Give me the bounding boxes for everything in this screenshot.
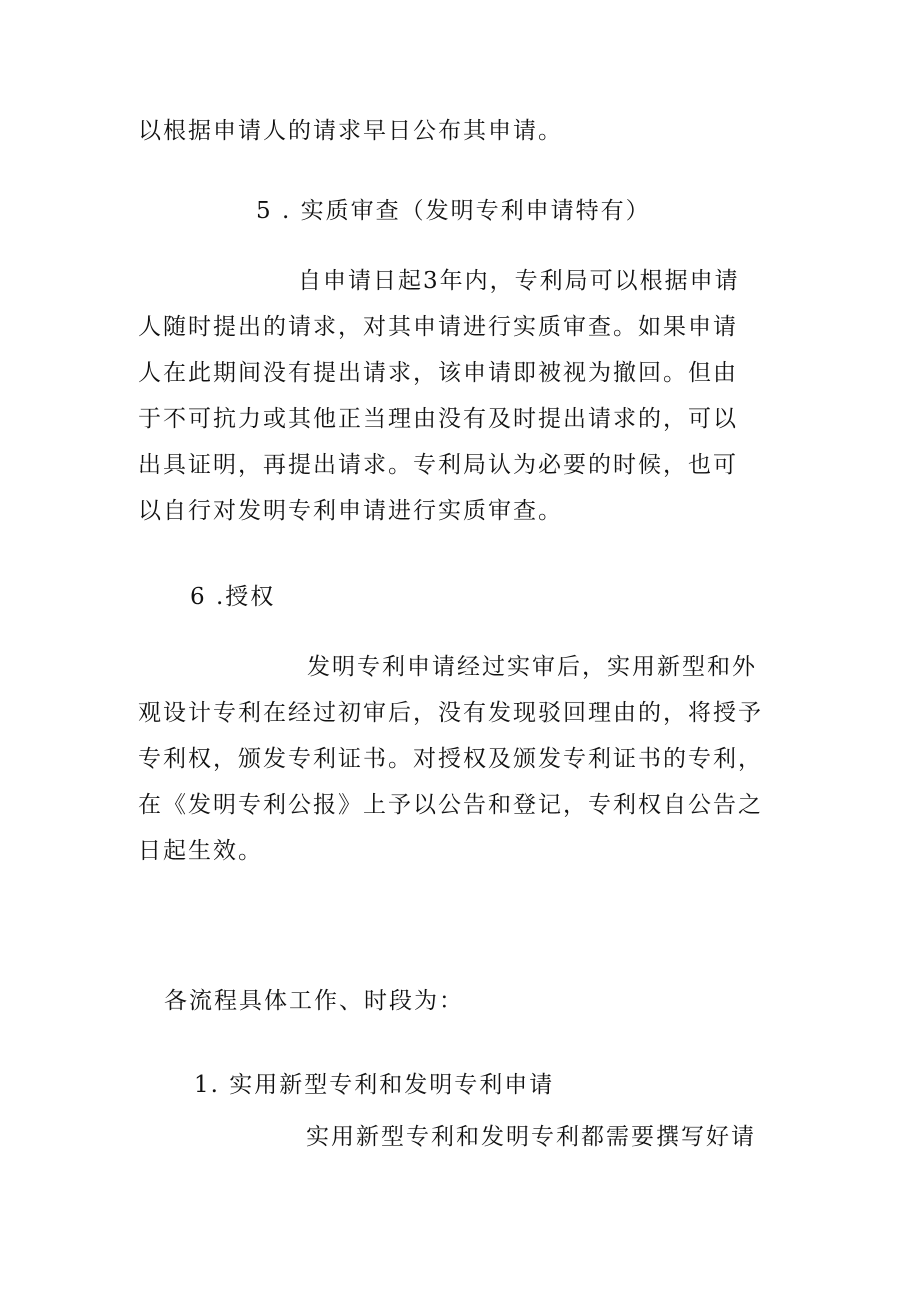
section-6-line-5: 日起生效。 <box>138 838 263 864</box>
item-1-line-1: 实用新型专利和发明专利都需要撰写好请 <box>306 1124 756 1150</box>
section-5-line-3: 人在此期间没有提出请求，该申请即被视为撤回。但由 <box>138 360 738 386</box>
section-5-line-2: 人随时提出的请求，对其申请进行实质审查。如果申请 <box>138 314 738 340</box>
section-5-line-1: 自申请日起3年内，专利局可以根据申请 <box>298 268 740 294</box>
section-5-line-4: 于不可抗力或其他正当理由没有及时提出请求的，可以 <box>138 406 738 432</box>
section-5-heading: 5 . 实质审查（发明专利申请特有） <box>256 198 651 224</box>
section-6-line-4: 在《发明专利公报》上予以公告和登记，专利权自公告之 <box>138 792 763 818</box>
section-6-line-1: 发明专利申请经过实审后，实用新型和外 <box>307 654 757 680</box>
section-6-line-2: 观设计专利在经过初审后，没有发现驳回理由的，将授予 <box>138 700 763 726</box>
process-intro: 各流程具体工作、时段为： <box>164 988 464 1014</box>
section-5-line-5: 出具证明，再提出请求。专利局认为必要的时候，也可 <box>138 452 738 478</box>
paragraph-continuation: 以根据申请人的请求早日公布其申请。 <box>138 118 563 144</box>
item-1-heading: 1. 实用新型专利和发明专利申请 <box>194 1072 555 1098</box>
section-6-line-3: 专利权，颁发专利证书。对授权及颁发专利证书的专利， <box>138 746 763 772</box>
section-5-line-6: 以自行对发明专利申请进行实质审查。 <box>138 498 563 524</box>
section-6-heading: 6 .授权 <box>190 584 276 610</box>
